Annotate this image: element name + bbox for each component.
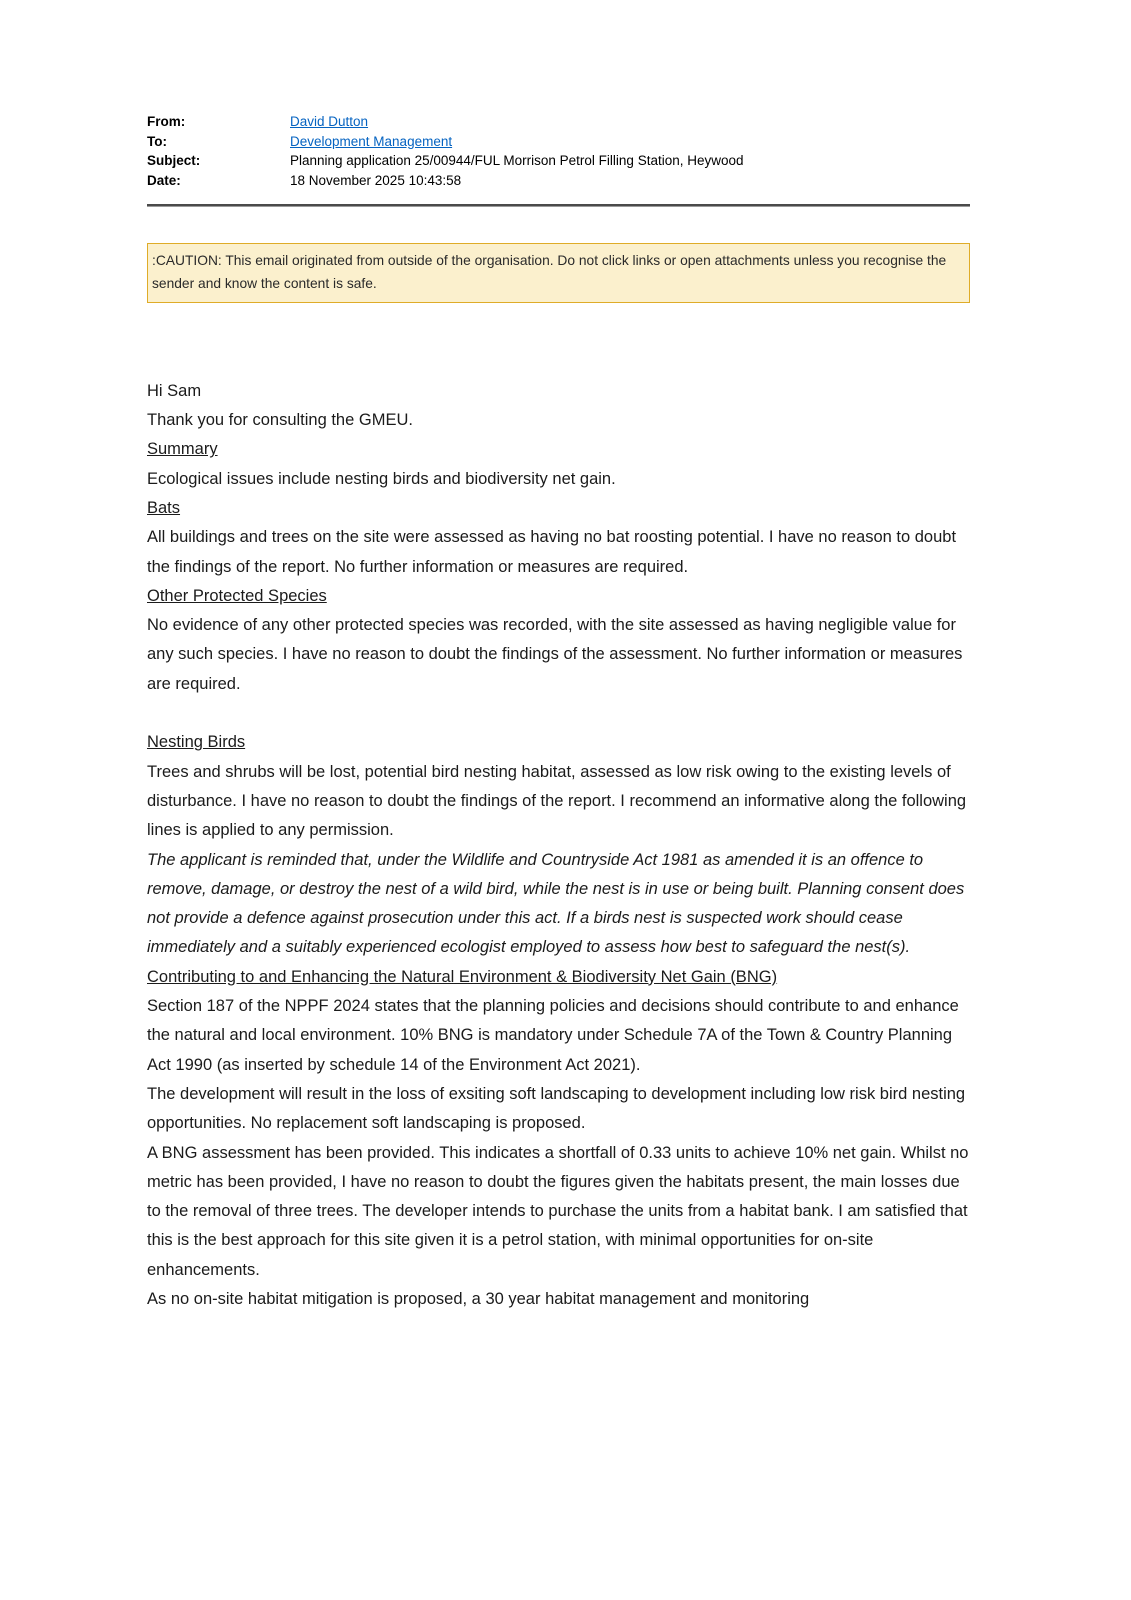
body-paragraph: The development will result in the loss of exsiting soft landscaping to development including low risk bird nesting opportunities. No replacement soft landscaping is proposed. bbox=[147, 1084, 966, 1133]
header-divider bbox=[147, 204, 970, 207]
subject-value: Planning application 25/00944/FUL Morrison Petrol Filling Station, Heywood bbox=[290, 153, 744, 169]
body-paragraph: Thank you for consulting the GMEU. bbox=[147, 411, 413, 430]
section-heading: Nesting Birds bbox=[147, 733, 246, 752]
body-paragraph: Hi Sam bbox=[147, 381, 202, 400]
subject-label: Subject: bbox=[147, 153, 201, 169]
body-paragraph: The applicant is reminded that, under the Wildlife and Countryside Act 1981 as amended it is an offence to remove, damage, or destroy the nest of a wild bird, while the nest is in use or being built. Planning consent does not provide a defence against prosecution under this act. If a birds nest is suspected work should cease immediately and a suitably experienced ecologist employed to assess how best to safeguard the nest(s). bbox=[147, 850, 965, 957]
to-link[interactable]: Development Management bbox=[290, 133, 453, 149]
body-paragraph: Ecological issues include nesting birds and biodiversity net gain. bbox=[147, 469, 616, 488]
caution-text: :CAUTION: This email originated from outside of the organisation. Do not click links or open attachments unless you recognise the sender and know the content is safe. bbox=[152, 252, 947, 291]
caution-banner bbox=[147, 243, 970, 303]
header-row-from bbox=[147, 112, 970, 132]
body-paragraph: No evidence of any other protected species was recorded, with the site assessed as having negligible value for any such species. I have no reason to doubt the findings of the assessment. No further information or measures are required. bbox=[147, 616, 963, 693]
body-paragraph bbox=[147, 699, 970, 728]
header-row-to bbox=[147, 132, 970, 152]
date-label: Date: bbox=[147, 173, 181, 189]
from-link[interactable]: David Dutton bbox=[290, 114, 369, 129]
to-label: To: bbox=[147, 133, 167, 149]
section-heading: Contributing to and Enhancing the Natural Environment & Biodiversity Net Gain (BNG) bbox=[147, 967, 778, 986]
email-header bbox=[147, 112, 970, 191]
from-label: From: bbox=[147, 114, 186, 129]
header-row-subject bbox=[147, 151, 970, 171]
body-paragraph: As no on-site habitat mitigation is proposed, a 30 year habitat management and monitoring bbox=[147, 1290, 810, 1309]
section-heading: Summary bbox=[147, 440, 218, 459]
email-body bbox=[147, 377, 970, 1315]
section-heading: Bats bbox=[147, 499, 181, 517]
body-paragraph: A BNG assessment has been provided. This indicates a shortfall of 0.33 units to achieve 10% net gain. Whilst no metric has been provided, I have no reason to doubt the figures given the habitats present, the main losses due to the removal of three trees. The developer intends to purchase the units from a habitat bank. I am satisfied that this is the best approach for this site given it is a petrol station, with minimal opportunities for on-site enhancements. bbox=[147, 1143, 969, 1279]
body-paragraph: All buildings and trees on the site were assessed as having no bat roosting potential. I have no reason to doubt the findings of the report. No further information or measures are required. bbox=[147, 528, 957, 576]
body-paragraph: Section 187 of the NPPF 2024 states that the planning policies and decisions should contribute to and enhance the natural and local environment. 10% BNG is mandatory under Schedule 7A of the Town & Country Planning Act 1990 (as inserted by schedule 14 of the Environment Act 2021). bbox=[147, 997, 959, 1074]
body-paragraph: Trees and shrubs will be lost, potential bird nesting habitat, assessed as low risk owing to the existing levels of disturbance. I have no reason to doubt the findings of the report. I recommend an informative along the following lines is applied to any permission. bbox=[147, 762, 967, 840]
header-row-date bbox=[147, 171, 970, 191]
date-value: 18 November 2025 10:43:58 bbox=[290, 173, 462, 189]
section-heading: Other Protected Species bbox=[147, 586, 327, 605]
